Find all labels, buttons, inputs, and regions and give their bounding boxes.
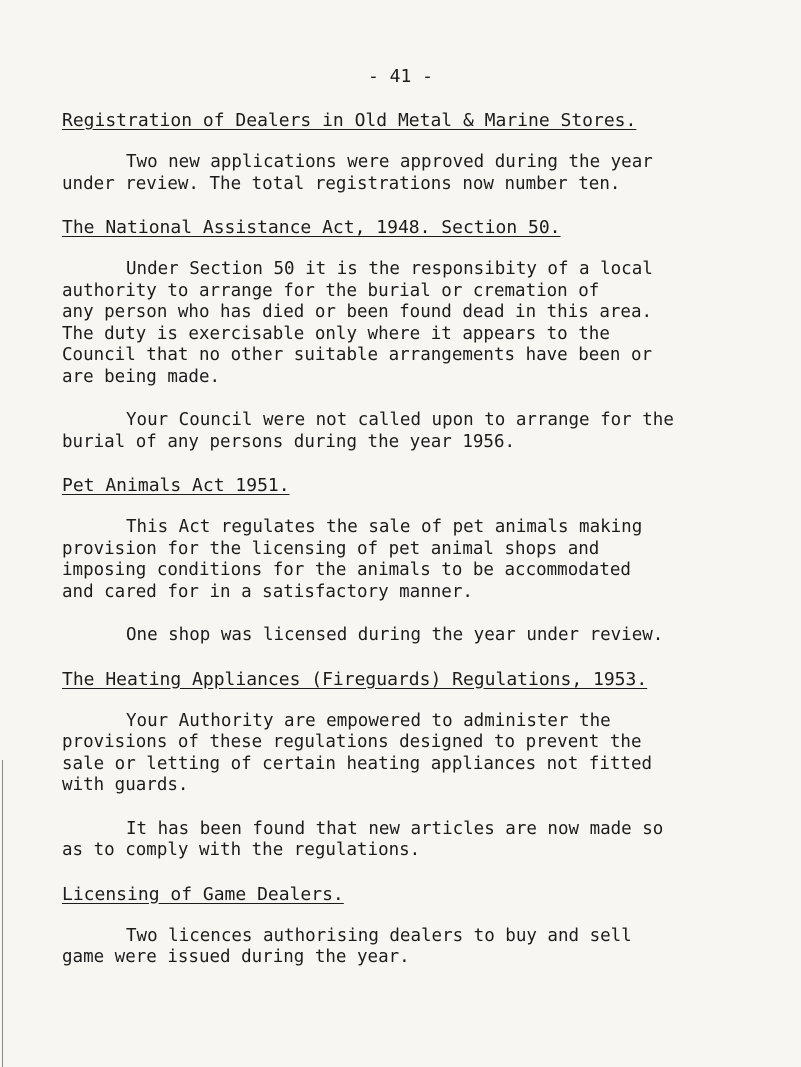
paragraph-line: Your Council were not called upon to arrange for the xyxy=(126,410,674,430)
paragraph xyxy=(62,819,742,862)
paragraph xyxy=(62,625,742,647)
paragraph-line: authority to arrange for the burial or cremation of xyxy=(62,280,600,301)
paragraph-line: The duty is exercisable only where it appears to the xyxy=(62,323,610,344)
scan-edge-line xyxy=(2,760,3,1067)
section-national-assistance-act xyxy=(62,217,742,453)
paragraph xyxy=(62,410,742,453)
paragraph-line: provisions of these regulations designed to prevent the xyxy=(62,732,642,752)
paragraph-line: any person who has died or been found dead in this area. xyxy=(62,302,653,322)
paragraph-line: sale or letting of certain heating appliances not fitted xyxy=(62,753,653,774)
section-heading: The National Assistance Act, 1948. Section 50. xyxy=(62,217,561,238)
paragraph-line: imposing conditions for the animals to be accommodated xyxy=(62,560,631,580)
section-heading: Pet Animals Act 1951. xyxy=(62,475,290,496)
paragraph-line: as to comply with the regulations. xyxy=(62,840,421,860)
section-heading: Registration of Dealers in Old Metal & Marine Stores. xyxy=(62,110,637,131)
paragraph-line: Council that no other suitable arrangements have been or xyxy=(62,345,653,365)
paragraph-line: burial of any persons during the year 1956. xyxy=(62,431,516,452)
paragraph-line: One shop was licensed during the year under review. xyxy=(126,625,664,645)
section-metal-marine-stores xyxy=(62,110,742,195)
paragraph-line: Under Section 50 it is the responsibity of a local xyxy=(126,259,653,279)
paragraph-line: provision for the licensing of pet animal shops and xyxy=(62,538,600,559)
paragraph xyxy=(62,926,742,969)
paragraph-line: Your Authority are empowered to administer the xyxy=(126,710,611,731)
paragraph xyxy=(62,517,742,603)
document-body xyxy=(62,110,742,991)
paragraph-line: game were issued during the year. xyxy=(62,947,410,967)
paragraph-line: under review. The total registrations now number ten. xyxy=(62,173,621,194)
paragraph-line: Two licences authorising dealers to buy and sell xyxy=(126,925,632,946)
paragraph-line: This Act regulates the sale of pet animals making xyxy=(126,517,643,537)
section-game-dealers xyxy=(62,884,742,969)
paragraph xyxy=(62,711,742,797)
paragraph-line: are being made. xyxy=(62,366,221,387)
paragraph-line: with guards. xyxy=(62,775,189,795)
paragraph-line: Two new applications were approved during the year xyxy=(126,152,653,172)
paragraph xyxy=(62,152,742,195)
section-heading: The Heating Appliances (Fireguards) Regulations, 1953. xyxy=(62,668,648,690)
section-heating-appliances xyxy=(62,669,742,862)
paragraph xyxy=(62,259,742,388)
page-number: - 41 - xyxy=(367,66,434,87)
paragraph-line: and cared for in a satisfactory manner. xyxy=(62,581,473,602)
section-heading: Licensing of Game Dealers. xyxy=(62,883,344,905)
paragraph-line: It has been found that new articles are now made so xyxy=(126,818,664,839)
section-pet-animals-act xyxy=(62,475,742,647)
